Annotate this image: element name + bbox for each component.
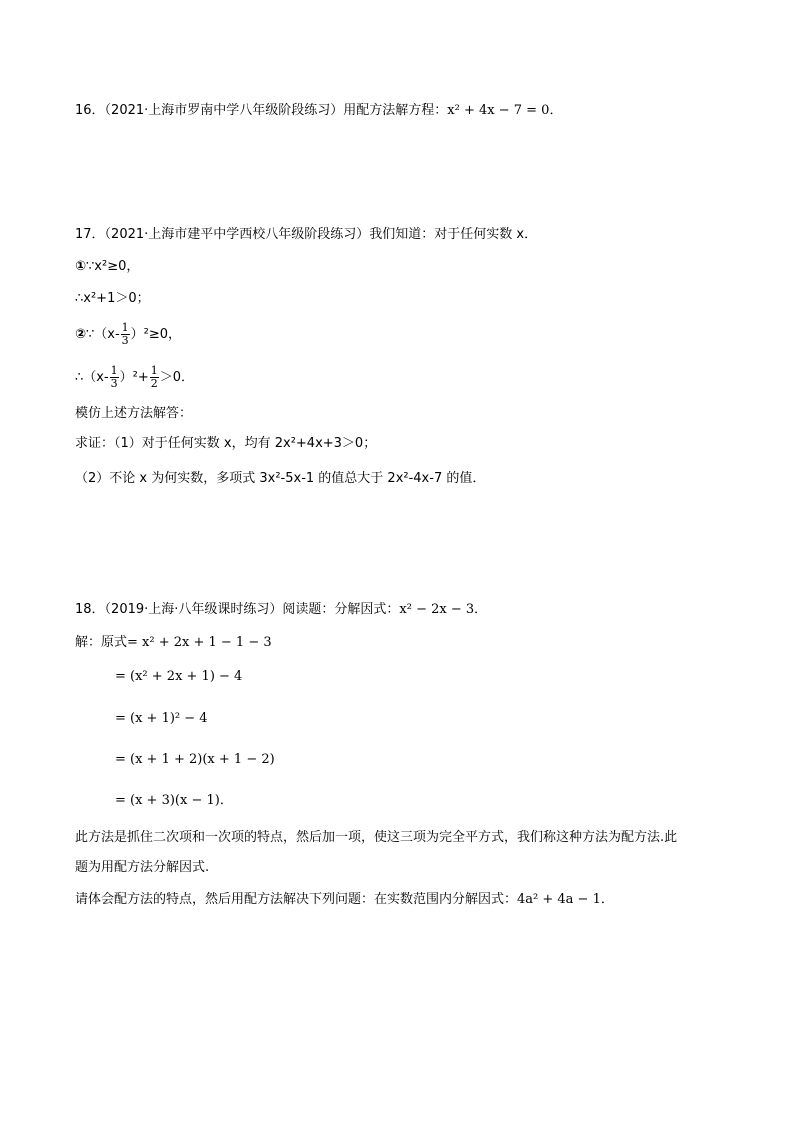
q18-paragraph-2: 题为用配方法分解因式.: [75, 860, 210, 875]
frac-denominator: 3: [121, 334, 129, 347]
q17-line-4-c: ＞0．: [159, 370, 195, 385]
q17-line-4-b: ）²+: [119, 370, 149, 385]
q17-line-1: [75, 257, 139, 277]
q17-line-3-a: ∵（x-: [86, 327, 120, 342]
q16-end: ．: [549, 103, 563, 118]
q17-line-7: （2）不论 x 为何实数，多项式 3x²-5x-1 的值总大于 2x²-4x-7 的值．: [75, 471, 486, 486]
q18-paragraph-3-equation: 4a² + 4a − 1: [517, 892, 601, 907]
q18-end: ．: [474, 602, 488, 617]
q17-line-6: 求证：（1）对于任何实数 x，均有 2x²+4x+3＞0；: [75, 436, 377, 451]
q17-line-2: ∴x²+1＞0；: [75, 291, 150, 306]
q17-number: 17．: [75, 227, 105, 242]
q18-number: 18．: [75, 602, 105, 617]
q17-line-1-text: ∵x²≥0，: [86, 259, 140, 274]
frac-numerator: 1: [121, 321, 129, 334]
q18-step-2: = (x + 1)² − 4: [115, 711, 208, 726]
q17-fraction-one-third-b: [110, 365, 119, 390]
question-17: [75, 225, 537, 245]
q18-equation: x² − 2x − 3: [399, 602, 475, 617]
q16-number: 16．: [75, 103, 105, 118]
q18-paragraph-3: [75, 890, 614, 910]
q16-equation: x² + 4x − 7 = 0: [447, 103, 550, 118]
q17-line-4-a: ∴（x-: [75, 370, 109, 385]
q17-fraction-one-third: [121, 322, 130, 347]
q17-marker-2: ②: [75, 327, 87, 342]
q17-line-4: [75, 365, 194, 390]
q17-source: （2021·上海市建平中学西校八年级阶段练习）: [104, 227, 370, 242]
q17-line-5: 模仿上述方法解答：: [75, 406, 193, 421]
question-18: [75, 600, 487, 620]
q18-step-1: = (x² + 2x + 1) − 4: [115, 669, 243, 684]
q16-source: （2021·上海市罗南中学八年级阶段练习）: [104, 103, 344, 118]
q18-solution-label: 解：原式: [75, 635, 128, 650]
q18-text: 阅读题：分解因式：: [282, 602, 400, 617]
frac-denominator: 2: [150, 377, 158, 390]
q18-solution-line-0: [75, 633, 272, 653]
q18-paragraph-1: 此方法是抓住二次项和一次项的特点，然后加一项，使这三项为完全平方式，我们称这种方法为配方法.此: [75, 830, 678, 845]
q17-line-3-b: ）²≥0，: [130, 327, 182, 342]
q18-paragraph-3-text: 请体会配方法的特点，然后用配方法解决下列问题：在实数范围内分解因式：: [75, 892, 518, 907]
q18-step-3: = (x + 1 + 2)(x + 1 − 2): [115, 752, 275, 767]
q18-step-4: = (x + 3)(x − 1)．: [115, 793, 233, 808]
q18-paragraph-3-end: ．: [600, 892, 614, 907]
q16-text: 用配方法解方程：: [343, 103, 448, 118]
frac-numerator: 1: [150, 364, 158, 377]
question-16: [75, 101, 562, 121]
q17-line-3: [75, 322, 181, 347]
q17-marker-1: ①: [75, 259, 87, 274]
frac-denominator: 3: [110, 377, 118, 390]
q18-step-0: = x² + 2x + 1 − 1 − 3: [127, 635, 272, 650]
q17-text: 我们知道：对于任何实数 x．: [369, 227, 538, 242]
frac-numerator: 1: [110, 364, 118, 377]
q17-fraction-one-half: [150, 365, 159, 390]
q18-source: （2019·上海·八年级课时练习）: [104, 602, 283, 617]
